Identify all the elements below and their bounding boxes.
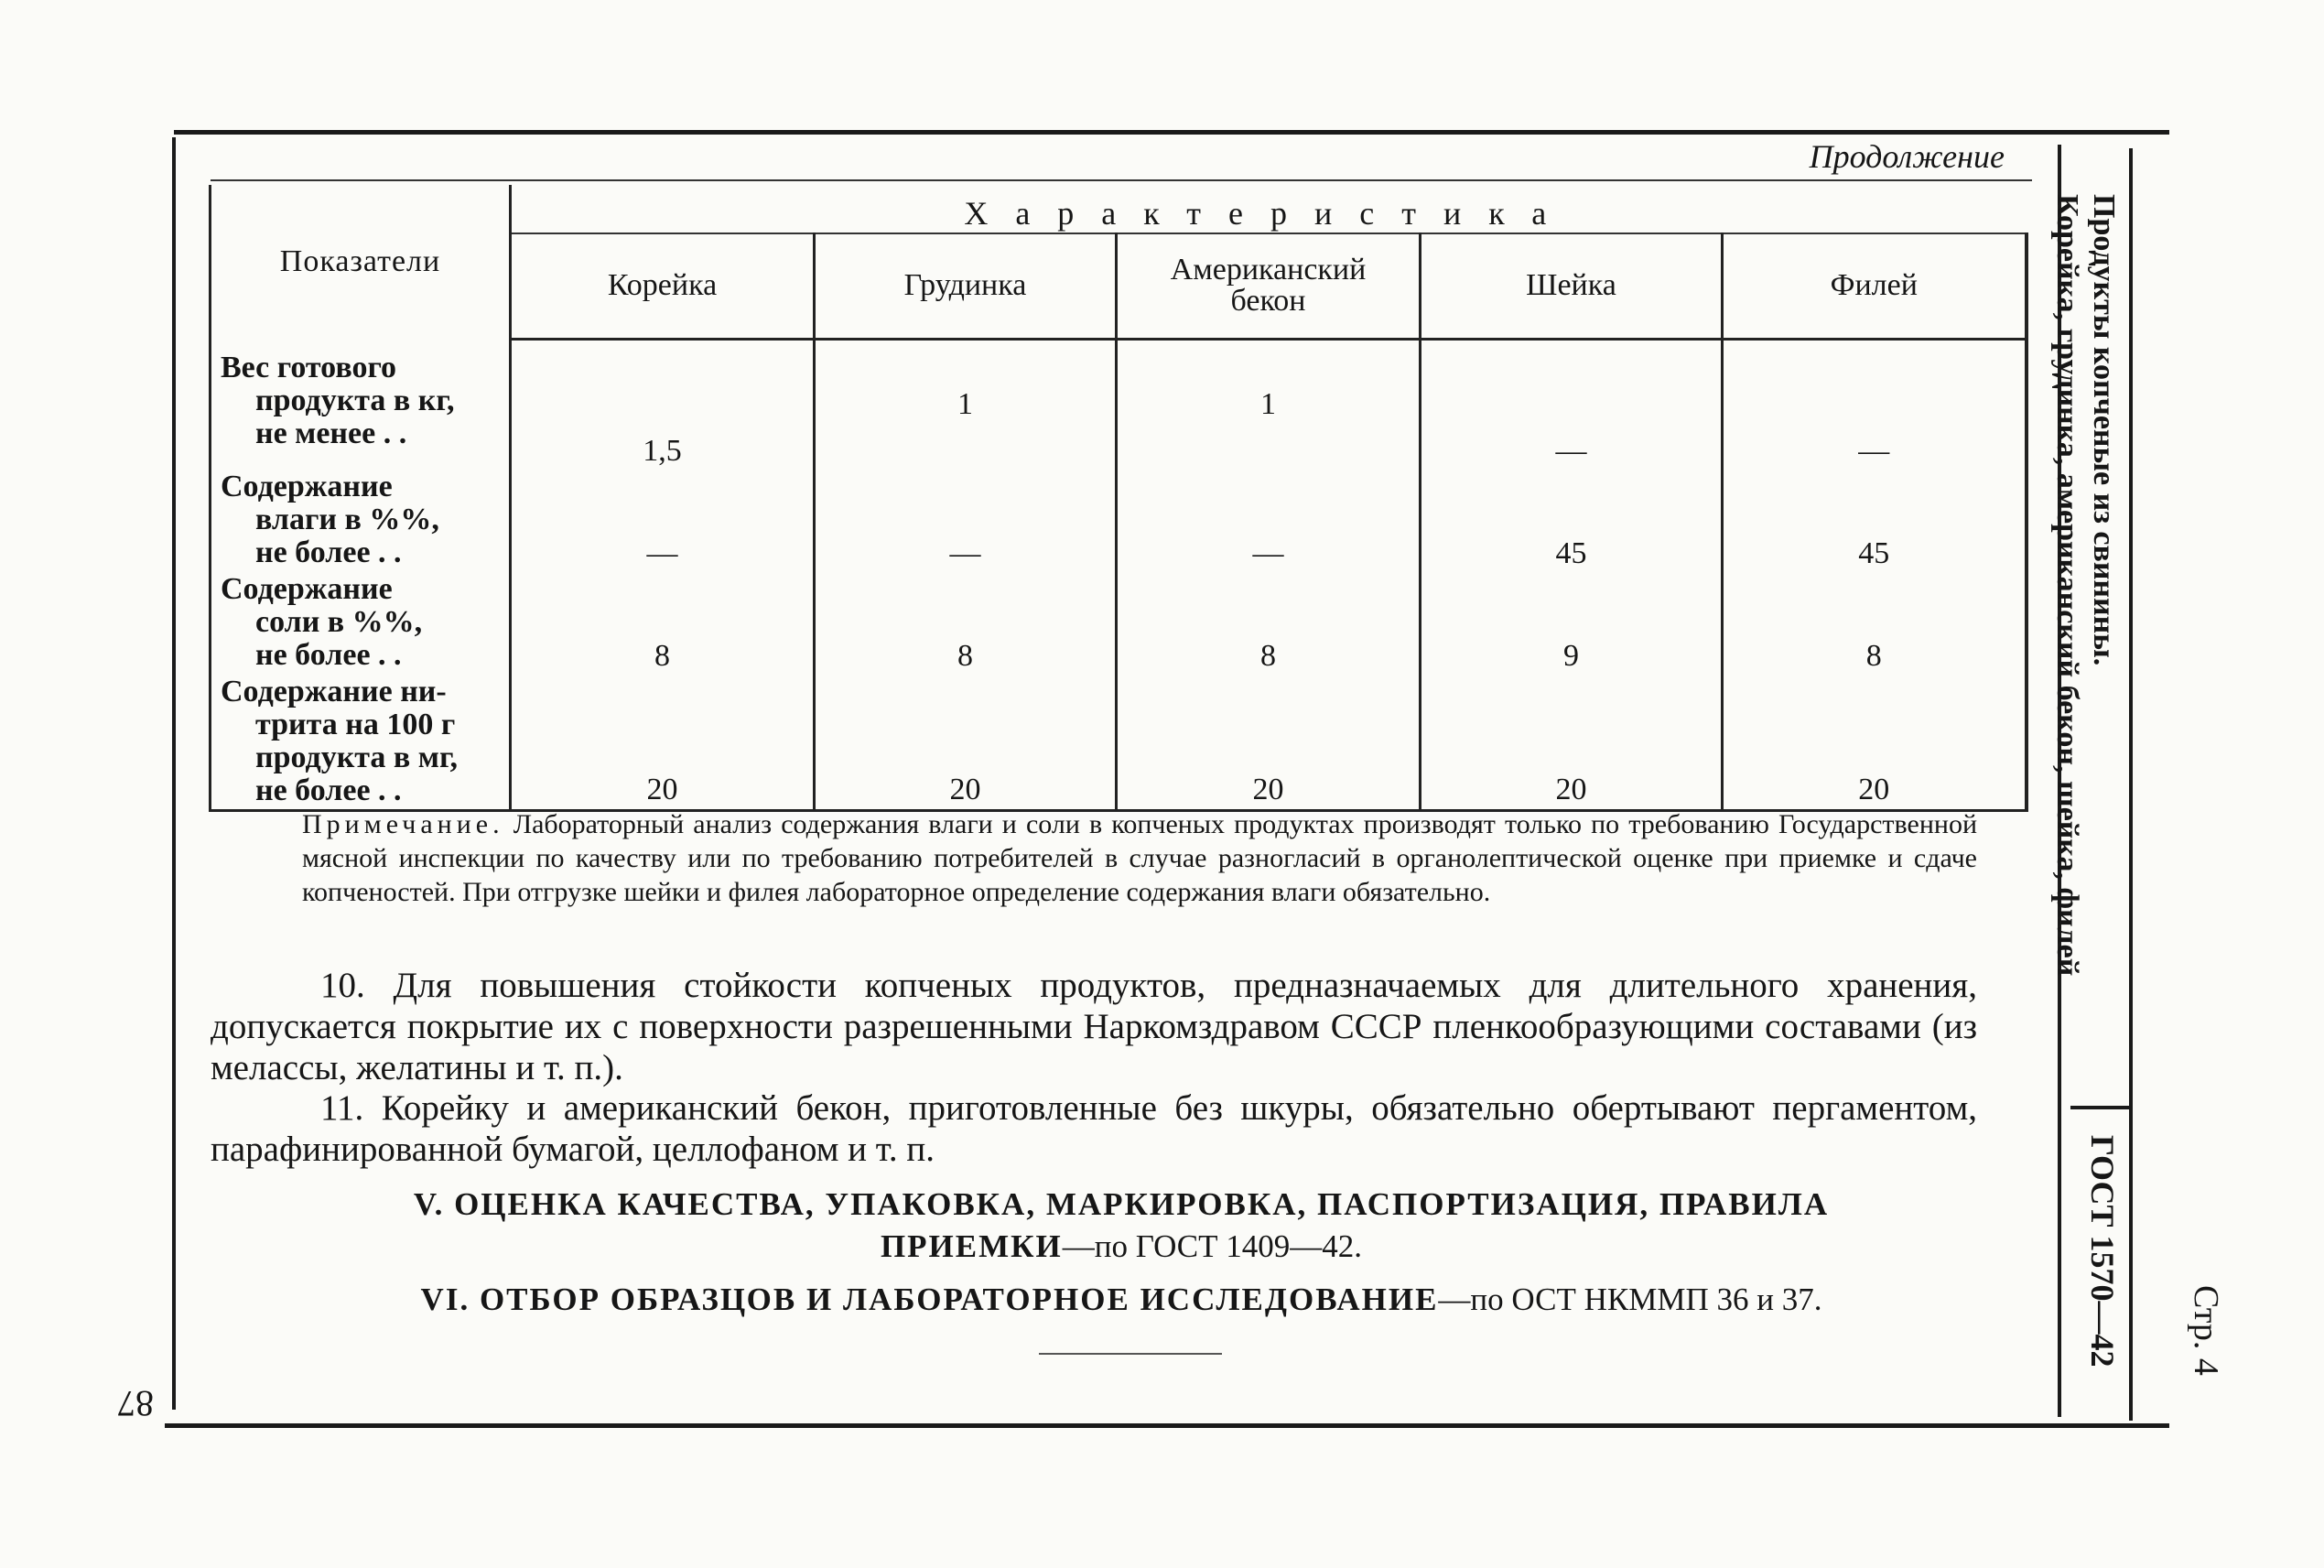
paragraph-text: 11. Корейку и американский бекон, приготовленные без шкуры, обязательно обертывают пергаментом, парафинированной бумагой, целлофаном и т. п. — [211, 1088, 1977, 1169]
paragraph-11 — [211, 1087, 1977, 1170]
row-label — [211, 339, 511, 470]
header-indicators: Показатели — [211, 185, 511, 339]
table-cell: 1 — [815, 339, 1117, 470]
end-rule — [1039, 1353, 1222, 1355]
table-cell: 20 — [511, 676, 815, 811]
row-label-line: Содержание — [221, 571, 393, 606]
paragraph-text: 10. Для повышения стойкости копченых продуктов, предназначаемых для длительного хранения, допускается покрытие их с поверхности разрешенными Наркомздравом СССР пленкообразующими составами (из мелассы, желатины и т. п.). — [211, 966, 1977, 1087]
row-label — [211, 676, 511, 811]
row-label-line: трита на 100 г — [255, 707, 456, 741]
continuation-rule — [211, 179, 2032, 181]
table-cell: 8 — [511, 573, 815, 676]
section-5-line2-bold: ПРИЕМКИ — [880, 1228, 1063, 1264]
table-row — [211, 339, 2027, 470]
section-6-bold: VI. ОТБОР ОБРАЗЦОВ И ЛАБОРАТОРНОЕ ИССЛЕДОВАНИЕ — [420, 1281, 1439, 1317]
section-5-heading — [275, 1186, 1968, 1265]
row-label-line: продукта в мг, — [255, 740, 459, 774]
table-cell: 1 — [1117, 339, 1421, 470]
table-cell: 20 — [1723, 676, 2027, 811]
side-gost-number: ГОСТ 1570—42 — [2084, 1135, 2121, 1368]
row-label — [211, 573, 511, 676]
note-text: Лабораторный анализ содержания влаги и соли в копченых продуктах производят только по требованию Государственной мясной инспекции по качеству или по требованию потребителей в случае разногласий в органолептической оценке при приемке и сдаче копченостей. При отгрузке шейки и филея лабораторное определение содержания влаги обязательно. — [302, 809, 1978, 907]
section-6-heading — [275, 1281, 1968, 1318]
note-label: Примечание. — [302, 809, 504, 839]
row-label-line: соли в %%, — [255, 604, 423, 639]
header-characteristic: Характеристика — [511, 185, 2027, 233]
table-cell: 8 — [815, 573, 1117, 676]
row-label-line: не более . . — [255, 637, 402, 672]
frame-bottom-rule — [165, 1423, 2169, 1428]
side-band-divider — [2070, 1106, 2129, 1109]
table-cell: 20 — [815, 676, 1117, 811]
section-5-line2-rest: —по ГОСТ 1409—42. — [1062, 1228, 1363, 1264]
side-title-line1: Продукты копченые из свинины. — [2087, 194, 2121, 666]
table-cell: 8 — [1723, 573, 2027, 676]
table-cell: 20 — [1421, 676, 1723, 811]
table-row — [211, 676, 2027, 811]
side-title — [2048, 194, 2122, 976]
row-label-line: продукта в кг, — [255, 384, 455, 417]
table-row — [211, 573, 2027, 676]
row-label-line: влаги в %%, — [255, 502, 439, 536]
column-header: Корейка — [511, 233, 815, 339]
page-number: 87 — [117, 1383, 154, 1424]
continuation-label: Продолжение — [1809, 138, 2005, 175]
section-5-line1: V. ОЦЕНКА КАЧЕСТВА, УПАКОВКА, МАРКИРОВКА, ПАСПОРТИЗАЦИЯ, ПРАВИЛА — [413, 1186, 1830, 1222]
row-label — [211, 470, 511, 573]
table-row — [211, 470, 2027, 573]
table-cell: 20 — [1117, 676, 1421, 811]
paragraph-10 — [211, 965, 1977, 1088]
frame-left-rule — [172, 137, 176, 1410]
table-cell: 1,5 — [511, 339, 815, 470]
row-label-line: не более . . — [255, 535, 402, 569]
table-cell: 8 — [1117, 573, 1421, 676]
column-header: Американский бекон — [1117, 233, 1421, 339]
row-label-line: Вес готового — [221, 351, 397, 384]
table-cell: — — [815, 470, 1117, 573]
row-label-line: Содержание — [221, 469, 393, 503]
characteristics-table — [209, 185, 2028, 812]
characteristics-table-wrap — [209, 185, 2025, 812]
frame-top-rule — [174, 130, 2169, 135]
column-header: Филей — [1723, 233, 2027, 339]
table-cell: 45 — [1723, 470, 2027, 573]
column-header: Грудинка — [815, 233, 1117, 339]
table-note — [302, 807, 1977, 909]
table-cell: — — [511, 470, 815, 573]
side-title-line2: Корейка, грудинка, американский бекон, шейка, филей — [2050, 194, 2084, 977]
table-cell: — — [1117, 470, 1421, 573]
row-label-line: не более . . — [255, 773, 402, 807]
table-cell: — — [1421, 339, 1723, 470]
column-header: Шейка — [1421, 233, 1723, 339]
table-cell: 45 — [1421, 470, 1723, 573]
side-page-label: Стр. 4 — [2187, 1285, 2225, 1376]
row-label-line: не менее . . — [255, 416, 407, 450]
table-cell: 9 — [1421, 573, 1723, 676]
table-cell: — — [1723, 339, 2027, 470]
side-band-rule — [2129, 148, 2133, 1421]
section-6-rest: —по ОСТ НКММП 36 и 37. — [1438, 1281, 1822, 1317]
row-label-line: Содержание ни- — [221, 674, 447, 708]
